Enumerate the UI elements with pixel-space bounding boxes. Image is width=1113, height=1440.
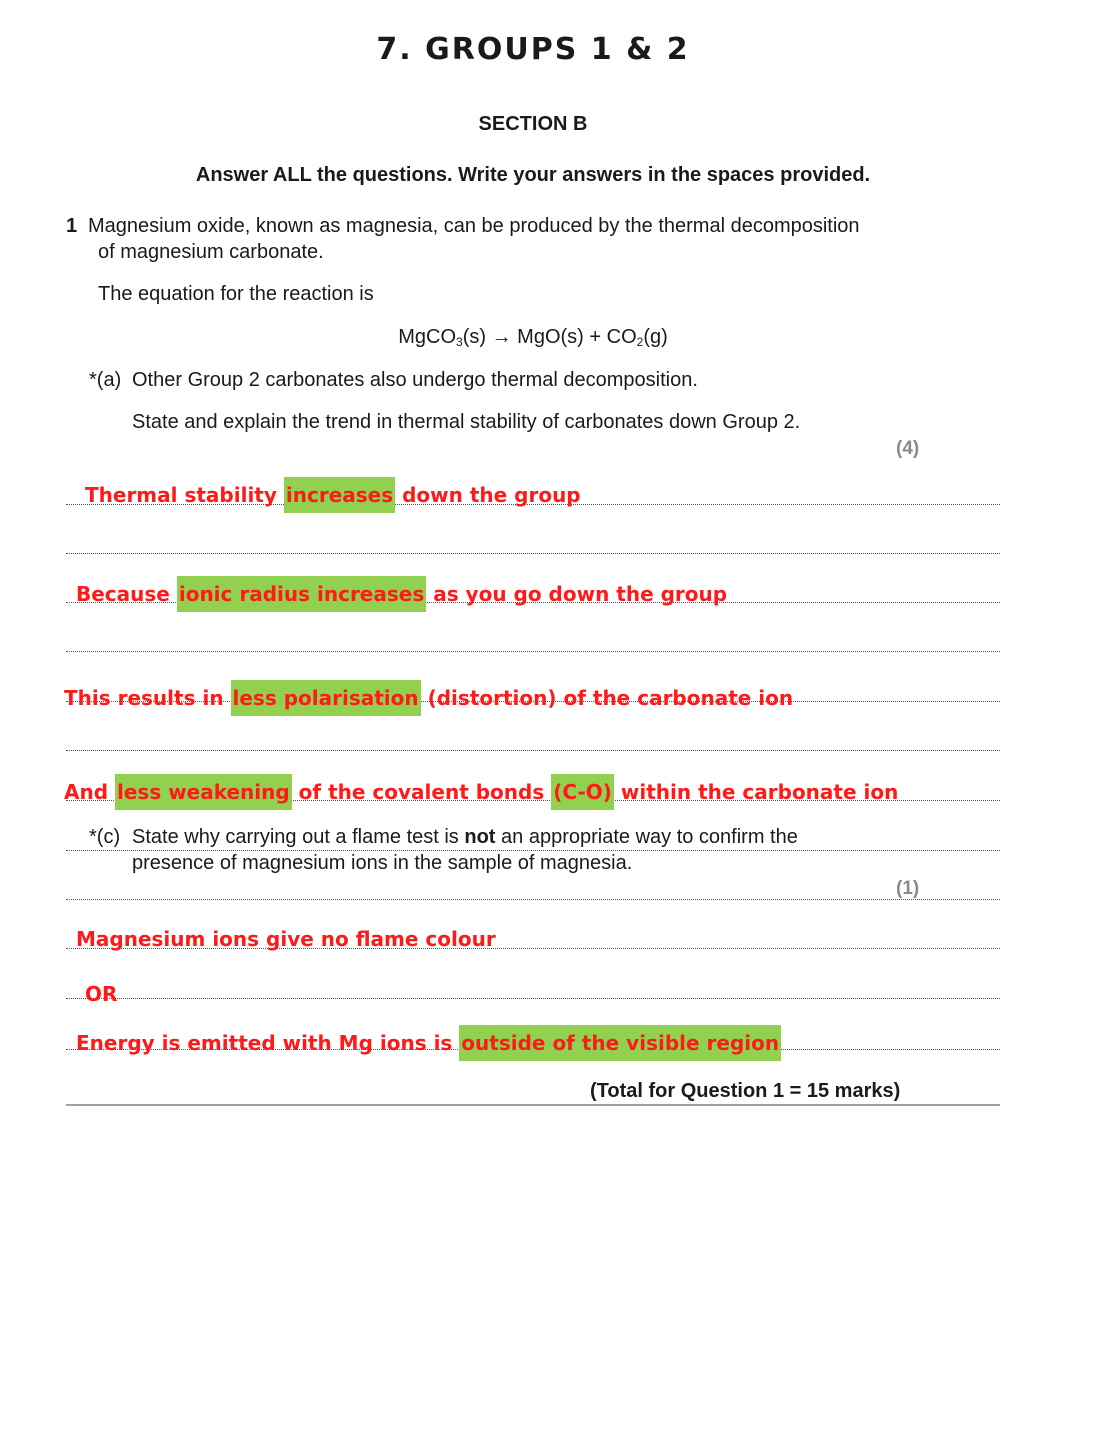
part-a-marks: (4): [896, 438, 920, 459]
highlight: less polarisation: [231, 680, 421, 716]
highlight: increases: [284, 477, 395, 513]
question-total: (Total for Question 1 = 15 marks): [590, 1080, 901, 1102]
page-title: 7. GROUPS 1 & 2: [376, 32, 690, 67]
answer-line: [66, 998, 1000, 999]
answer-a4: And less weakening of the covalent bonds (C-O) within the carbonate ion: [64, 780, 898, 804]
highlight: ionic radius increases: [177, 576, 426, 612]
question-number: 1: [66, 215, 78, 237]
part-a-label: *(a): [89, 369, 122, 391]
answer-c3: Energy is emitted with Mg ions is outside of the visible region: [76, 1031, 781, 1055]
equation-intro: The equation for the reaction is: [98, 283, 374, 305]
highlight: (C-O): [551, 774, 614, 810]
answer-c2: OR: [85, 982, 118, 1006]
instructions: Answer ALL the questions. Write your answers in the spaces provided.: [195, 164, 871, 186]
highlight: outside of the visible region: [459, 1025, 781, 1061]
part-c-line1: State why carrying out a flame test is not an appropriate way to confirm the: [132, 826, 798, 848]
part-a-line1: Other Group 2 carbonates also undergo thermal decomposition.: [132, 369, 698, 391]
question-intro-line2: of magnesium carbonate.: [98, 241, 324, 263]
answer-a2: Because ionic radius increases as you go down the group: [76, 582, 727, 606]
answer-line: [66, 850, 1000, 851]
arrow-icon: →: [491, 326, 512, 348]
reaction-equation: MgCO$_3$(s) → $MgO(s) + CO_2(g)$: [398, 326, 668, 349]
answer-line: [66, 651, 1000, 652]
part-c-label: *(c): [89, 826, 121, 848]
answer-a1: Thermal stability increases down the group: [85, 483, 581, 507]
divider: [66, 1104, 1000, 1106]
answer-a3: This results in less polarisation (distortion) of the carbonate ion: [64, 686, 793, 710]
part-a-line2: State and explain the trend in thermal stability of carbonates down Group 2.: [132, 411, 801, 433]
part-c-marks: (1): [896, 878, 920, 899]
section-heading: SECTION B: [478, 113, 588, 135]
answer-line: [66, 553, 1000, 554]
highlight: less weakening: [115, 774, 292, 810]
part-c-line2: presence of magnesium ions in the sample of magnesia.: [132, 852, 633, 874]
answer-c1: Magnesium ions give no flame colour: [76, 927, 496, 951]
answer-line: [66, 750, 1000, 751]
question-intro-line1: Magnesium oxide, known as magnesia, can be produced by the thermal decomposition: [88, 215, 860, 237]
answer-line: [66, 899, 1000, 900]
